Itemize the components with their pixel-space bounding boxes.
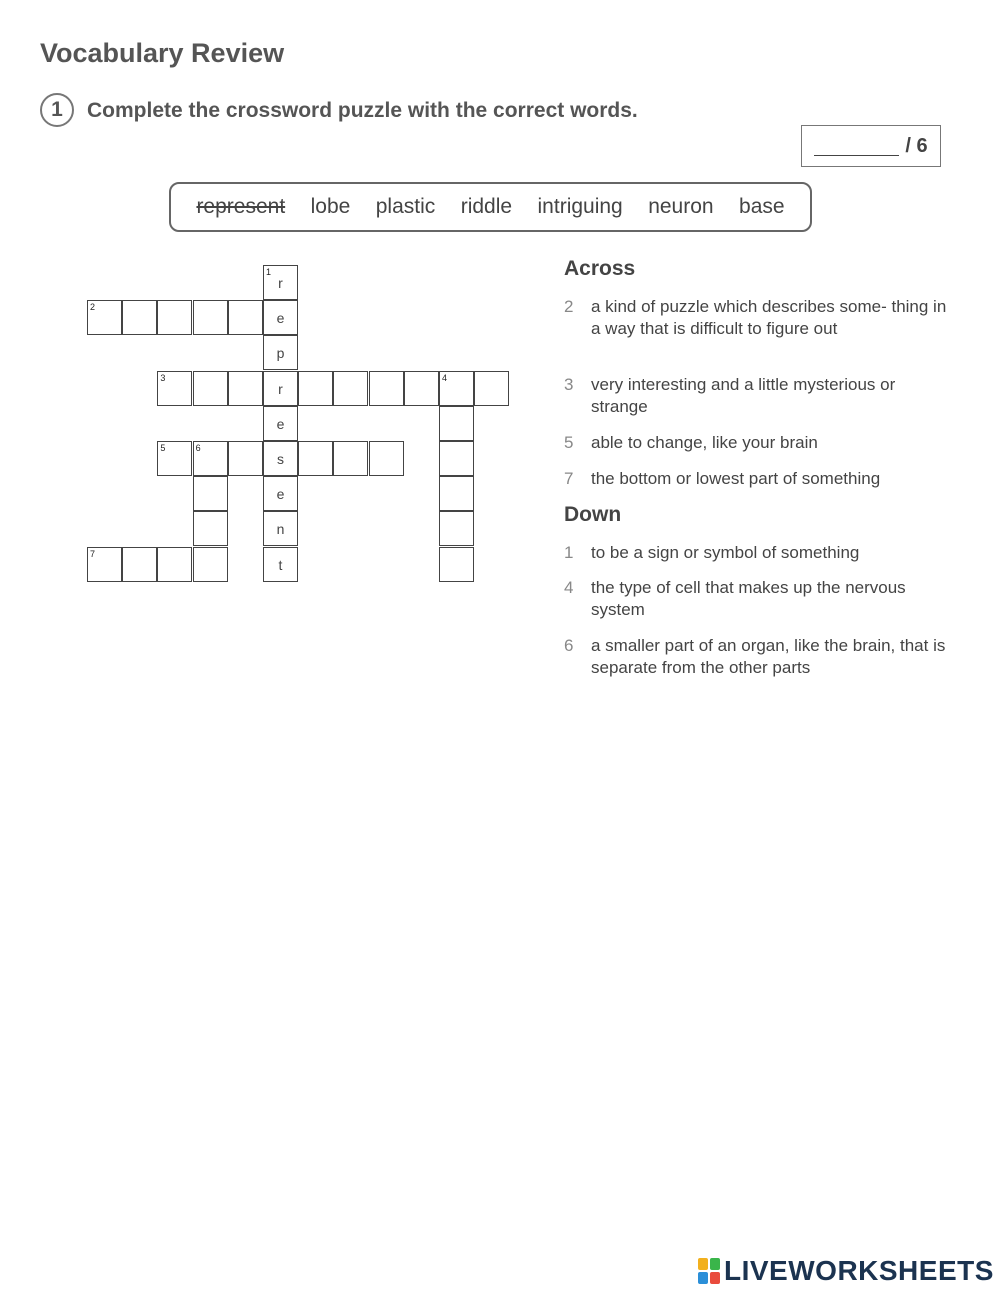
cell-letter: e: [276, 415, 285, 432]
across-clue: [564, 296, 954, 340]
cell-letter: p: [276, 345, 285, 362]
down-clue: [564, 635, 954, 679]
crossword-cell[interactable]: [157, 547, 192, 582]
clue-number: 3: [564, 375, 574, 394]
exercise-instruction: Complete the crossword puzzle with the correct words.: [87, 99, 638, 122]
cell-letter: r: [278, 275, 283, 291]
cell-letter: s: [277, 451, 284, 467]
crossword-cell[interactable]: [193, 511, 228, 546]
cell-letter: r: [278, 380, 283, 397]
clue-number: 4: [564, 578, 574, 597]
word-bank-item: lobe: [310, 195, 351, 218]
down-heading: Down: [564, 503, 622, 526]
crossword-cell[interactable]: [369, 371, 404, 406]
crossword-cell[interactable]: [157, 441, 192, 476]
crossword-cell[interactable]: [122, 300, 157, 335]
crossword-cell[interactable]: [263, 406, 298, 441]
clue-number: 7: [564, 469, 574, 488]
clue-text: very interesting and a little mysterious or strange: [591, 375, 896, 416]
cell-letter: e: [276, 310, 285, 327]
crossword-cell[interactable]: [193, 441, 228, 476]
logo-square: [710, 1272, 720, 1284]
logo-icon: [698, 1258, 720, 1284]
cell-letter: e: [276, 486, 285, 503]
crossword-cell[interactable]: [263, 511, 298, 546]
clue-text: a kind of puzzle which describes some- thing in a way that is difficult to figure out: [591, 297, 947, 338]
logo-square: [710, 1258, 720, 1270]
crossword-cell[interactable]: [157, 300, 192, 335]
crossword-cell[interactable]: [404, 371, 439, 406]
crossword-cell[interactable]: [439, 371, 474, 406]
score-blank[interactable]: [814, 137, 899, 156]
cell-number: 6: [195, 443, 201, 453]
cell-number: 3: [160, 372, 166, 383]
clue-text: the type of cell that makes up the nervous system: [591, 578, 906, 619]
crossword-cell[interactable]: [193, 476, 228, 511]
clue-text: to be a sign or symbol of something: [591, 543, 860, 562]
crossword-cell[interactable]: [157, 371, 192, 406]
clue-number: 5: [564, 433, 574, 452]
clue-number: 1: [564, 543, 574, 562]
crossword-cell[interactable]: [263, 335, 298, 370]
score-total: / 6: [905, 134, 928, 157]
page-title: Vocabulary Review: [40, 38, 285, 68]
across-clue: [564, 374, 954, 418]
cell-number: 1: [266, 267, 272, 277]
crossword-cell[interactable]: [439, 476, 474, 511]
clue-text: the bottom or lowest part of something: [591, 469, 881, 488]
crossword-cell[interactable]: [263, 300, 298, 335]
clue-number: 2: [564, 297, 574, 316]
crossword-cell[interactable]: [333, 371, 368, 406]
liveworksheets-logo: [698, 1255, 994, 1287]
word-bank-item: riddle: [460, 195, 513, 218]
crossword-cell[interactable]: [122, 547, 157, 582]
cell-letter: n: [276, 521, 285, 538]
crossword-cell[interactable]: [298, 441, 333, 476]
crossword-cell[interactable]: [263, 265, 298, 300]
logo-text: LIVEWORKSHEETS: [724, 1255, 994, 1286]
word-bank: [169, 182, 812, 232]
across-heading: Across: [564, 257, 636, 280]
word-bank-item: base: [739, 195, 785, 218]
score-box: [801, 125, 941, 167]
crossword-cell[interactable]: [298, 371, 333, 406]
clue-number: 6: [564, 636, 574, 655]
word-bank-item: represent: [196, 195, 286, 218]
crossword-cell[interactable]: [333, 441, 368, 476]
across-clue: [564, 468, 954, 490]
crossword-cell[interactable]: [193, 300, 228, 335]
exercise-number-badge: 1: [40, 93, 74, 127]
word-bank-item: intriguing: [537, 195, 623, 218]
crossword-cell[interactable]: [263, 371, 298, 406]
clue-text: a smaller part of an organ, like the brain, that is separate from the other parts: [591, 636, 946, 677]
logo-square: [698, 1258, 708, 1270]
crossword-cell[interactable]: [263, 547, 298, 582]
across-clue: [564, 432, 954, 454]
crossword-cell[interactable]: [439, 511, 474, 546]
word-bank-item: neuron: [648, 195, 714, 218]
cell-number: 2: [90, 302, 96, 313]
crossword-cell[interactable]: [228, 300, 263, 335]
crossword-cell[interactable]: [263, 441, 298, 476]
crossword-cell[interactable]: [228, 441, 263, 476]
cell-letter: t: [278, 556, 283, 573]
logo-square: [698, 1272, 708, 1284]
crossword-cell[interactable]: [193, 547, 228, 582]
down-clue: [564, 542, 954, 564]
cell-number: 7: [90, 548, 96, 559]
cell-number: 5: [160, 443, 166, 453]
crossword-cell[interactable]: [87, 300, 122, 335]
word-bank-item: plastic: [375, 195, 436, 218]
crossword-cell[interactable]: [474, 371, 509, 406]
crossword-cell[interactable]: [439, 406, 474, 441]
cell-number: 4: [442, 372, 448, 383]
crossword-cell[interactable]: [193, 371, 228, 406]
crossword-cell[interactable]: [439, 547, 474, 582]
crossword-cell[interactable]: [228, 371, 263, 406]
crossword-cell[interactable]: [87, 547, 122, 582]
crossword-cell[interactable]: [439, 441, 474, 476]
crossword-cell[interactable]: [263, 476, 298, 511]
crossword-cell[interactable]: [369, 441, 404, 476]
down-clue: [564, 577, 954, 621]
clue-text: able to change, like your brain: [591, 433, 818, 452]
